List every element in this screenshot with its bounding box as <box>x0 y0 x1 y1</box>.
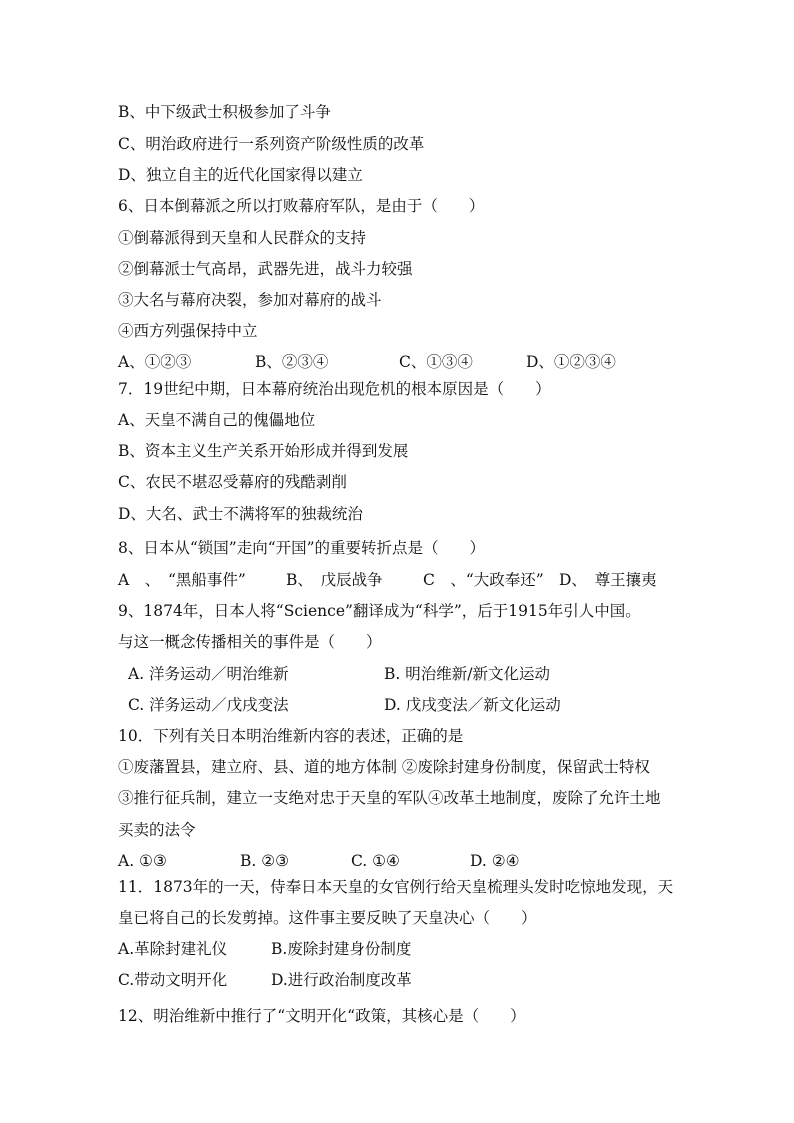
q8-option-a: A 、 “黑船事件” <box>118 571 246 589</box>
q7-option-c: C、农民不堪忍受幕府的残酷剥削 <box>118 473 347 491</box>
q10-item-1-2: ①废藩置县，建立府、县、道的地方体制 ②废除封建身份制度，保留武士特权 <box>118 758 650 776</box>
q11-options-row2 <box>118 969 678 991</box>
q9-option-a: A. 洋务运动／明治维新 <box>128 665 289 683</box>
q8-option-c: C 、“大政奉还” <box>423 571 544 589</box>
q9-option-b: B. 明治维新/新文化运动 <box>384 665 550 683</box>
q11-option-b: B.废除封建身份制度 <box>271 940 412 958</box>
q6-option-c: C、①③④ <box>399 353 473 371</box>
q9-option-d: D. 戊戌变法／新文化运动 <box>384 696 561 714</box>
q10-option-a: A. ①③ <box>118 852 167 870</box>
q11-stem-line1: 11．1873年的一天，侍奉日本天皇的女官例行给天皇梳理头发时吃惊地发现，天 <box>118 878 674 896</box>
q7-option-a: A、天皇不满自己的傀儡地位 <box>118 411 316 429</box>
q6-option-a: A、①②③ <box>118 353 192 371</box>
q12-stem: 12、明治维新中推行了“文明开化“政策，其核心是（ ） <box>118 1007 526 1025</box>
q9-option-c: C. 洋务运动／戊戌变法 <box>128 696 289 714</box>
q7-option-b: B、资本主义生产关系开始形成并得到发展 <box>118 442 409 460</box>
q10-stem: 10．下列有关日本明治维新内容的表述，正确的是 <box>118 727 464 745</box>
q11-option-c: C.带动文明开化 <box>118 971 228 989</box>
q6-options <box>118 351 678 373</box>
q9-stem-line1: 9、1874年，日本人将“Science”翻译成为“科学”，后于1915年引人中国。 <box>118 602 641 620</box>
q8-option-d: D、 尊王攘夷 <box>559 571 657 589</box>
q10-item-4-cont: 买卖的法令 <box>118 821 196 839</box>
q9-stem-line2: 与这一概念传播相关的事件是（ ） <box>118 633 382 651</box>
q6-option-d: D、①②③④ <box>526 353 616 371</box>
q11-options-row1 <box>118 938 678 960</box>
q9-options-row2 <box>118 694 678 716</box>
q7-option-d: D、大名、武士不满将军的独裁统治 <box>118 505 363 523</box>
q11-option-a: A.革除封建礼仪 <box>118 940 228 958</box>
q7-stem: 7．19世纪中期，日本幕府统治出现危机的根本原因是（ ） <box>118 380 551 398</box>
q10-options <box>118 850 678 872</box>
q10-item-3-4: ③推行征兵制，建立一支绝对忠于天皇的军队④改革土地制度，废除了允许土地 <box>118 789 661 807</box>
q6-option-b: B、②③④ <box>255 353 329 371</box>
q6-item-2: ②倒幕派士气高昂，武器先进，战斗力较强 <box>118 260 413 278</box>
q5-option-b: B、中下级武士积极参加了斗争 <box>118 103 331 121</box>
q11-stem-line2: 皇已将自己的长发剪掉。这件事主要反映了天皇决心（ ） <box>118 909 537 927</box>
q8-option-b: B、 戊辰战争 <box>286 571 383 589</box>
q10-option-c: C. ①④ <box>351 852 400 870</box>
q6-item-1: ①倒幕派得到天皇和人民群众的支持 <box>118 229 367 247</box>
q8-stem: 8、日本从“锁国”走向“开国”的重要转折点是（ ） <box>118 539 486 557</box>
q9-options-row1 <box>118 663 678 685</box>
q5-option-d: D、独立自主的近代化国家得以建立 <box>118 166 363 184</box>
q6-item-4: ④西方列强保持中立 <box>118 322 258 340</box>
q11-option-d: D.进行政治制度改革 <box>271 971 412 989</box>
q6-item-3: ③大名与幕府决裂，参加对幕府的战斗 <box>118 291 382 309</box>
q8-options <box>118 569 678 591</box>
q10-option-b: B. ②③ <box>240 852 290 870</box>
q10-option-d: D. ②④ <box>470 852 520 870</box>
q6-stem: 6、日本倒幕派之所以打败幕府军队，是由于（ ） <box>118 197 485 215</box>
q5-option-c: C、明治政府进行一系列资产阶级性质的改革 <box>118 135 425 153</box>
